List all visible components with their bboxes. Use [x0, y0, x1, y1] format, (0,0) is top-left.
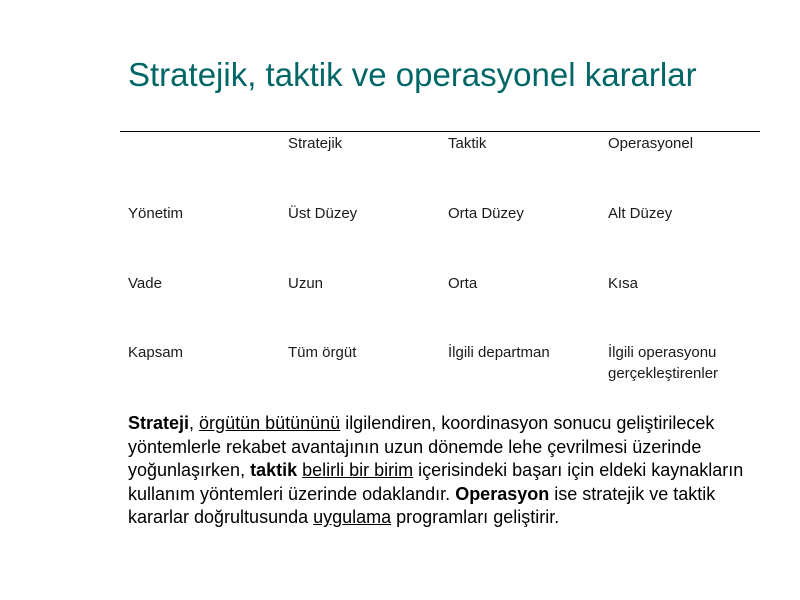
- underlined-word-uygulama: uygulama: [313, 507, 392, 528]
- text-segment: ilgilendiren, koordinasyon sonucu geliştirilecek yöntemlerle rekabet avantajının uzun dönemde lehe çevrilmesi üzerinde yoğunlaşırken,: [128, 413, 715, 481]
- cell-vade-stratejik: Uzun: [288, 275, 324, 292]
- cell-yonetim-stratejik: Üst Düzey: [288, 205, 358, 222]
- header-stratejik: Stratejik: [288, 135, 343, 152]
- text-segment: ,: [189, 413, 200, 433]
- text-segment: ise stratejik ve taktik kararlar doğrultusunda: [128, 483, 716, 528]
- header-operasyonel: Operasyonel: [608, 135, 694, 152]
- cell-kapsam-operasyonel-line1: İlgili operasyonu: [608, 344, 717, 361]
- cell-yonetim-taktik: Orta Düzey: [448, 205, 524, 222]
- cell-yonetim-operasyonel: Alt Düzey: [608, 205, 673, 222]
- underlined-phrase-orgutun-butununu: örgütün bütününü: [199, 413, 341, 433]
- cell-kapsam-operasyonel: [608, 342, 718, 384]
- header-taktik: Taktik: [448, 135, 487, 152]
- row-label-vade: Vade: [128, 275, 162, 292]
- summary-paragraph: [128, 412, 758, 530]
- term-taktik: taktik: [250, 460, 298, 481]
- term-strateji: Strateji: [128, 413, 190, 433]
- term-operasyon: Operasyon: [455, 483, 550, 504]
- row-label-kapsam: Kapsam: [128, 344, 184, 361]
- decision-table: [120, 131, 760, 401]
- table-top-rule: [120, 131, 760, 132]
- slide-title: Stratejik, taktik ve operasyonel kararlar: [128, 56, 697, 93]
- text-segment: programları geliştirir.: [391, 507, 560, 528]
- cell-kapsam-stratejik: Tüm örgüt: [288, 344, 357, 361]
- underlined-phrase-belirli-bir-birim: belirli bir birim: [302, 460, 414, 481]
- cell-vade-taktik: Orta: [448, 275, 478, 292]
- row-label-yonetim: Yönetim: [128, 205, 184, 222]
- text-segment: içerisindeki başarı için eldeki kaynakların kullanım yöntemleri üzerinde odaklandır.: [128, 460, 744, 504]
- cell-kapsam-taktik: İlgili departman: [448, 344, 550, 361]
- cell-kapsam-operasyonel-line2: gerçekleştirenler: [608, 365, 719, 382]
- cell-vade-operasyonel: Kısa: [608, 275, 639, 292]
